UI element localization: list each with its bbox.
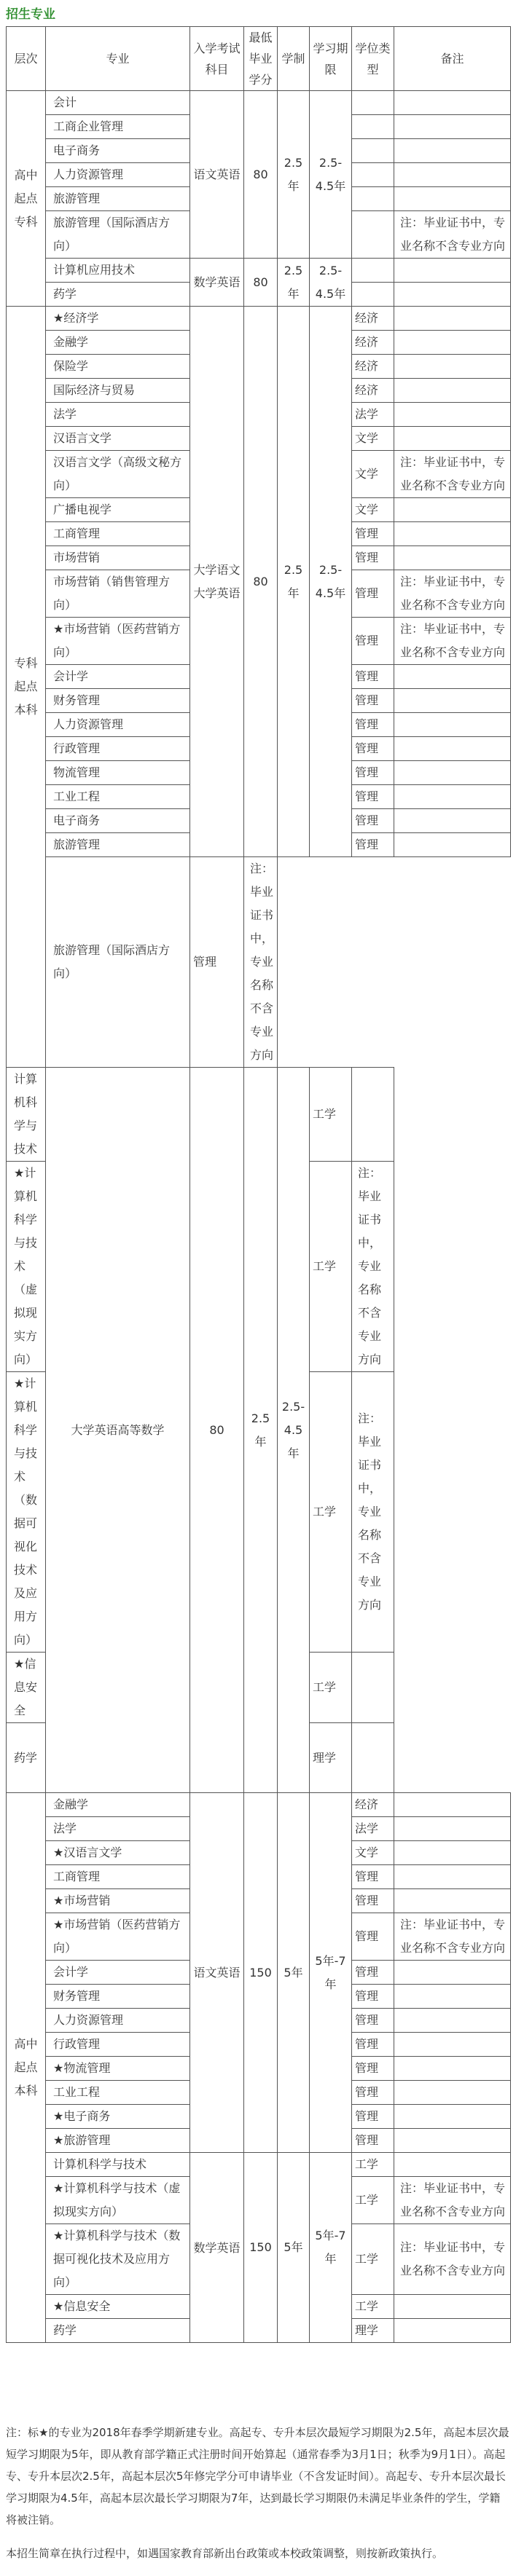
major-name: 工商管理 <box>46 1865 190 1889</box>
remark <box>394 713 511 737</box>
degree-type: 管理 <box>352 1889 394 1913</box>
major-name: ★汉语言文学 <box>46 1841 190 1865</box>
min-credits: 80 <box>190 1068 244 1793</box>
major-name: 汉语言文学 <box>46 427 190 451</box>
major-name: 行政管理 <box>46 737 190 761</box>
major-name: ★信息安全 <box>46 2295 190 2319</box>
major-name: 汉语言文学（高级文秘方向） <box>46 451 190 498</box>
major-name: 金融学 <box>46 331 190 355</box>
degree-type: 文学 <box>352 498 394 522</box>
major-name: 国际经济与贸易 <box>46 379 190 403</box>
degree-type: 管理 <box>352 737 394 761</box>
remark <box>394 163 511 187</box>
remark <box>394 785 511 809</box>
degree-type: 理学 <box>352 2319 394 2343</box>
major-name: 物流管理 <box>46 761 190 785</box>
degree-type: 管理 <box>352 665 394 689</box>
remark <box>394 427 511 451</box>
degree-type: 经济 <box>352 355 394 379</box>
remark <box>394 761 511 785</box>
remark-note: 注：毕业证书中，专业名称不含专业方向 <box>352 1162 394 1372</box>
min-credits: 80 <box>244 259 278 307</box>
study-period: 2.5-4.5年 <box>310 91 352 259</box>
degree-type: 文学 <box>352 1841 394 1865</box>
degree-type: 管理 <box>352 2129 394 2153</box>
duration: 2.5年 <box>278 307 310 857</box>
major-name: 工业工程 <box>46 2081 190 2105</box>
degree-type: 工学 <box>310 1068 352 1162</box>
remark <box>394 91 511 115</box>
major-name: 会计 <box>46 91 190 115</box>
major-name: 人力资源管理 <box>46 2009 190 2033</box>
remark <box>394 2153 511 2177</box>
degree-type <box>352 91 394 115</box>
major-name: ★计算机科学与技术（虚拟现实方向） <box>7 1162 46 1372</box>
remark <box>394 1961 511 1985</box>
degree-type: 工学 <box>310 1653 352 1723</box>
major-name: 旅游管理 <box>46 187 190 211</box>
degree-type <box>352 283 394 307</box>
major-name: 财务管理 <box>46 689 190 713</box>
duration: 2.5年 <box>278 259 310 307</box>
exam-subjects: 数学英语 <box>190 2153 244 2343</box>
major-name: ★物流管理 <box>46 2057 190 2081</box>
table-row <box>7 259 511 283</box>
degree-type: 经济 <box>352 1793 394 1817</box>
exam-subjects: 大学语文大学英语 <box>190 307 244 857</box>
degree-type: 管理 <box>190 857 244 1068</box>
duration: 5年 <box>278 1793 310 2153</box>
degree-type <box>352 115 394 139</box>
remark <box>352 1723 394 1793</box>
degree-type: 工学 <box>310 1372 352 1653</box>
degree-type: 管理 <box>352 761 394 785</box>
table-header-row <box>7 27 511 91</box>
degree-type: 工学 <box>352 2295 394 2319</box>
remark <box>394 737 511 761</box>
major-name: 工商管理 <box>46 522 190 546</box>
remark <box>394 1889 511 1913</box>
degree-type: 管理 <box>352 546 394 570</box>
exam-subjects: 语文英语 <box>190 91 244 259</box>
remark <box>394 2009 511 2033</box>
degree-type: 管理 <box>352 713 394 737</box>
footer-notes <box>6 2422 510 2576</box>
duration: 2.5年 <box>278 91 310 259</box>
duration: 5年 <box>278 2153 310 2343</box>
major-name: ★计算机科学与技术（数据可视化技术及应用方向） <box>7 1372 46 1653</box>
major-name: 广播电视学 <box>46 498 190 522</box>
degree-type: 工学 <box>352 2153 394 2177</box>
major-name: 财务管理 <box>46 1985 190 2009</box>
header-study-period: 学习期限 <box>310 27 352 91</box>
degree-type <box>352 163 394 187</box>
degree-type: 管理 <box>352 2009 394 2033</box>
level-cell: 高中起点本科 <box>7 1793 46 2343</box>
remark <box>394 187 511 211</box>
header-remark: 备注 <box>394 27 511 91</box>
major-name: 药学 <box>46 283 190 307</box>
degree-type <box>352 187 394 211</box>
remark <box>394 307 511 331</box>
major-name: 旅游管理 <box>46 833 190 857</box>
major-name: 计算机应用技术 <box>46 259 190 283</box>
remark <box>394 2319 511 2343</box>
degree-type: 文学 <box>352 427 394 451</box>
remark <box>394 833 511 857</box>
table-row <box>7 1793 511 1817</box>
remark-note: 注：毕业证书中，专业名称不含专业方向 <box>352 1372 394 1653</box>
degree-type: 工学 <box>352 2177 394 2224</box>
major-name: 计算机科学与技术 <box>7 1068 46 1162</box>
major-name: 行政管理 <box>46 2033 190 2057</box>
major-name: 金融学 <box>46 1793 190 1817</box>
table-row <box>7 91 511 115</box>
major-name: ★旅游管理 <box>46 2129 190 2153</box>
major-name: 保险学 <box>46 355 190 379</box>
remark <box>394 2081 511 2105</box>
degree-type: 经济 <box>352 307 394 331</box>
remark <box>394 1865 511 1889</box>
remark <box>394 2057 511 2081</box>
remark <box>394 115 511 139</box>
degree-type: 管理 <box>352 2033 394 2057</box>
major-name: 药学 <box>7 1723 46 1793</box>
min-credits: 150 <box>244 1793 278 2153</box>
major-name: 电子商务 <box>46 139 190 163</box>
header-degree-type: 学位类型 <box>352 27 394 91</box>
remark <box>394 1817 511 1841</box>
level-cell: 高中起点专科 <box>7 91 46 307</box>
remark <box>394 379 511 403</box>
remark <box>394 2033 511 2057</box>
degree-type: 管理 <box>352 570 394 618</box>
remark <box>394 498 511 522</box>
remark <box>352 1653 394 1723</box>
degree-type: 理学 <box>310 1723 352 1793</box>
major-name: 法学 <box>46 403 190 427</box>
remark <box>394 522 511 546</box>
min-credits: 80 <box>244 91 278 259</box>
remark <box>394 355 511 379</box>
degree-type: 管理 <box>352 2105 394 2129</box>
major-name: 市场营销（销售管理方向） <box>46 570 190 618</box>
remark-note: 注：毕业证书中，专业名称不含专业方向 <box>394 1913 511 1961</box>
major-name: 会计学 <box>46 665 190 689</box>
remark <box>394 809 511 833</box>
major-name: ★计算机科学与技术（虚拟现实方向） <box>46 2177 190 2224</box>
remark <box>394 2129 511 2153</box>
degree-type: 工学 <box>310 1162 352 1372</box>
study-period: 2.5-4.5年 <box>310 307 352 857</box>
degree-type: 管理 <box>352 809 394 833</box>
major-name: 电子商务 <box>46 809 190 833</box>
degree-type: 管理 <box>352 689 394 713</box>
major-name: ★计算机科学与技术（数据可视化技术及应用方向） <box>46 2224 190 2295</box>
degree-type: 管理 <box>352 1913 394 1961</box>
degree-type <box>352 139 394 163</box>
remark <box>394 2105 511 2129</box>
min-credits: 80 <box>244 307 278 857</box>
remark <box>394 1841 511 1865</box>
degree-type: 工学 <box>352 2224 394 2295</box>
degree-type <box>352 211 394 259</box>
min-credits: 150 <box>244 2153 278 2343</box>
study-period: 5年-7年 <box>310 1793 352 2153</box>
remark <box>394 665 511 689</box>
remark <box>394 403 511 427</box>
major-name: 计算机科学与技术 <box>46 2153 190 2177</box>
degree-type: 经济 <box>352 331 394 355</box>
level-cell: 专科起点本科 <box>7 307 46 1068</box>
major-name: 药学 <box>46 2319 190 2343</box>
study-period: 2.5-4.5年 <box>278 1068 310 1793</box>
major-name: 工商企业管理 <box>46 115 190 139</box>
remark <box>394 283 511 307</box>
degree-type: 管理 <box>352 1865 394 1889</box>
degree-type: 管理 <box>352 2081 394 2105</box>
major-name: 工业工程 <box>46 785 190 809</box>
major-name: 旅游管理（国际酒店方向） <box>46 211 190 259</box>
degree-type: 法学 <box>352 1817 394 1841</box>
major-name: ★信息安全 <box>7 1653 46 1723</box>
majors-table <box>6 26 511 2343</box>
degree-type: 经济 <box>352 379 394 403</box>
remark <box>394 689 511 713</box>
remark <box>394 2295 511 2319</box>
remark-note: 注：毕业证书中，专业名称不含专业方向 <box>394 618 511 665</box>
remark-note: 注：毕业证书中，专业名称不含专业方向 <box>394 211 511 259</box>
remark <box>394 139 511 163</box>
remark-note: 注：毕业证书中，专业名称不含专业方向 <box>244 857 278 1068</box>
remark-note: 注：毕业证书中，专业名称不含专业方向 <box>394 451 511 498</box>
remark <box>394 546 511 570</box>
major-name: ★市场营销（医药营销方向） <box>46 618 190 665</box>
major-name: ★市场营销（医药营销方向） <box>46 1913 190 1961</box>
study-period: 2.5-4.5年 <box>310 259 352 307</box>
table-row <box>7 2153 511 2177</box>
header-level: 层次 <box>7 27 46 91</box>
major-name: ★市场营销 <box>46 1889 190 1913</box>
remark <box>394 331 511 355</box>
major-name: 人力资源管理 <box>46 163 190 187</box>
major-name: 旅游管理（国际酒店方向） <box>46 857 190 1068</box>
header-min-credits: 最低毕业学分 <box>244 27 278 91</box>
remark-note: 注：毕业证书中，专业名称不含专业方向 <box>394 570 511 618</box>
remark-note: 注：毕业证书中，专业名称不含专业方向 <box>394 2177 511 2224</box>
major-name: ★经济学 <box>46 307 190 331</box>
major-name: 人力资源管理 <box>46 713 190 737</box>
degree-type: 管理 <box>352 1961 394 1985</box>
degree-type: 管理 <box>352 833 394 857</box>
footer-note-2: 本招生简章在执行过程中，如遇国家教育部新出台政策或本校政策调整，则按新政策执行。 <box>6 2547 444 2560</box>
major-name: 会计学 <box>46 1961 190 1985</box>
exam-subjects: 数学英语 <box>190 259 244 307</box>
degree-type: 管理 <box>352 2057 394 2081</box>
header-exam: 入学考试科目 <box>190 27 244 91</box>
exam-subjects: 大学英语高等数学 <box>46 1068 190 1793</box>
degree-type: 管理 <box>352 785 394 809</box>
degree-type: 管理 <box>352 618 394 665</box>
table-row <box>7 307 511 331</box>
header-duration: 学制 <box>278 27 310 91</box>
degree-type: 法学 <box>352 403 394 427</box>
exam-subjects: 语文英语 <box>190 1793 244 2153</box>
degree-type: 管理 <box>352 1985 394 2009</box>
remark-note: 注：毕业证书中，专业名称不含专业方向 <box>394 2224 511 2295</box>
remark <box>394 259 511 283</box>
degree-type: 管理 <box>352 522 394 546</box>
remark <box>394 1793 511 1817</box>
duration: 2.5年 <box>244 1068 278 1793</box>
header-major: 专业 <box>46 27 190 91</box>
study-period: 5年-7年 <box>310 2153 352 2343</box>
degree-type <box>352 259 394 283</box>
table-row <box>7 1068 511 1162</box>
footer-note-1: 注：标★的专业为2018年春季学期新建专业。高起专、专升本层次最短学习期限为2.5年，高起本层次最短学习期限为5年，即从教育部学籍正式注册时间开始算起（通常春季为3月1日；秋季为9月1日）。高起专、专升本层次2.5年，高起本层次5年修完学分可申请毕业（不含发证时间）。高起专、专升本层次最长学习期限为4.5年，高起本层次最长学习期限为7年，达到最长学习期限仍未满足毕业条件的学生，学籍将被注销。 <box>6 2426 509 2526</box>
degree-type: 文学 <box>352 451 394 498</box>
remark <box>394 1985 511 2009</box>
major-name: ★电子商务 <box>46 2105 190 2129</box>
remark <box>352 1068 394 1162</box>
section-title: 招生专业 <box>6 7 55 22</box>
major-name: 市场营销 <box>46 546 190 570</box>
table-row <box>7 857 511 1068</box>
major-name: 法学 <box>46 1817 190 1841</box>
